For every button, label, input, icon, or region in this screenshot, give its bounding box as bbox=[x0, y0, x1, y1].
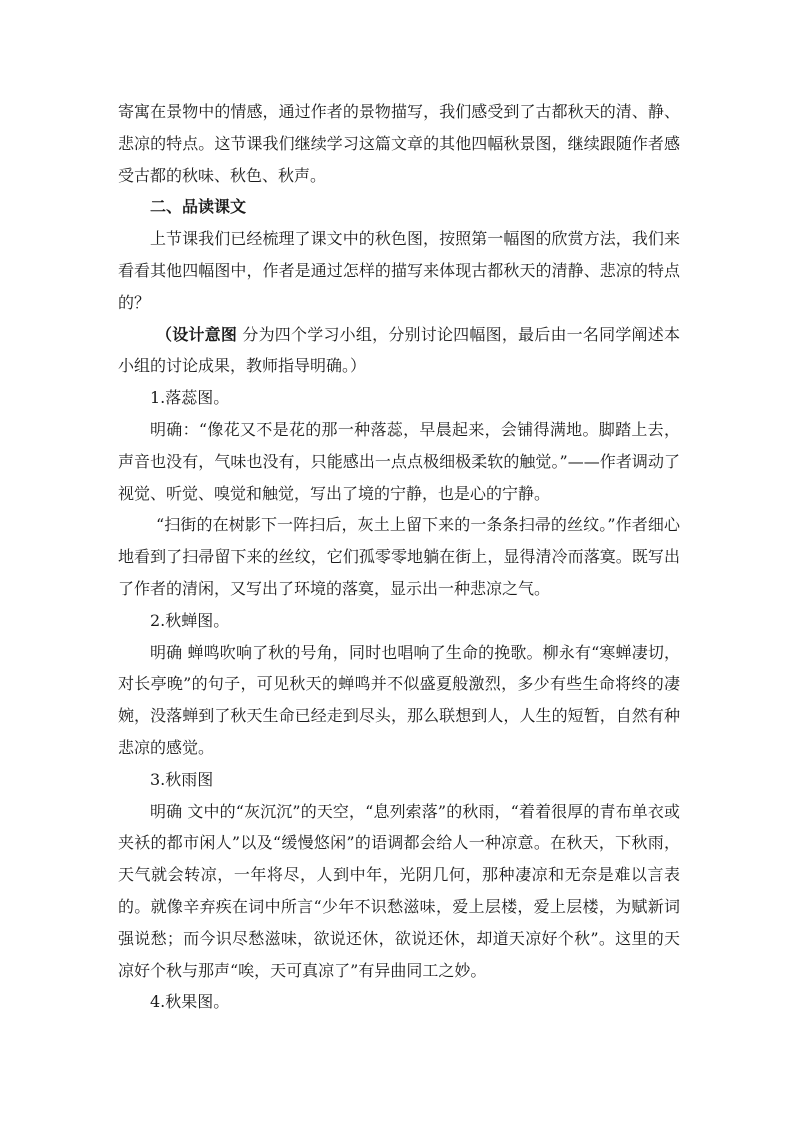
design-intent-label: （设计意图 bbox=[156, 324, 238, 344]
answer-luorui-1: 明确：“像花又不是花的那一种落蕊，早晨起来，会铺得满地。脚踏上去，声音也没有，气味也没有，只能感出一点点极细极柔软的触觉。”——作者调动了视觉、听觉、嗅觉和触觉，写出了境的宁静，也是心的宁静。 bbox=[118, 419, 680, 503]
design-intent-text: 分为四个学习小组，分别讨论四幅图，最后由一名同学阐述本小组的讨论成果，教师指导明确。） bbox=[118, 324, 680, 376]
answer-qiuchan: 明确 蝉鸣吹响了秋的号角，同时也唱响了生命的挽歌。柳永有“寒蝉凄切，对长亭晚”的句子，可见秋天的蝉鸣并不似盛夏般激烈，多少有些生命将终的凄婉，没落蝉到了秋天生命已经走到尽头，那么联想到人，人生的短暂，自然有种悲凉的感觉。 bbox=[118, 642, 680, 757]
subsection-title-qiuyu: 3.秋雨图 bbox=[150, 769, 214, 789]
answer-luorui-2: “扫街的在树影下一阵扫后，灰土上留下来的一条条扫帚的丝纹。”作者细心地看到了扫帚留下来的丝纹，它们孤零零地躺在街上，显得清冷而落寞。既写出了作者的清闲，又写出了环境的落寞，显示出一种悲凉之气。 bbox=[118, 515, 680, 598]
lead-paragraph: 上节课我们已经梳理了课文中的秋色图，按照第一幅图的欣赏方法，我们来看看其他四幅图中，作者是通过怎样的描写来体现古都秋天的清静、悲凉的特点的？ bbox=[118, 229, 680, 312]
subsection-title-qiuguo: 4.秋果图。 bbox=[150, 992, 230, 1012]
design-intent-paragraph bbox=[118, 319, 680, 383]
answer-qiuyu: 明确 文中的“灰沉沉”的天空，“息列索落”的秋雨，“着着很厚的青布单衣或夹袄的都市闲人”以及“缓慢悠闲”的语调都会给人一种凉意。在秋天，下秋雨，天气就会转凉，一年将尽，人到中年，光阴几何，那种凄凉和无奈是难以言表的。就像辛弃疾在词中所言“少年不识愁滋味，爱上层楼，爱上层楼，为赋新词强说愁；而今识尽愁滋味，欲说还休，欲说还休，却道天凉好个秋”。这里的天凉好个秋与那声“唉，天可真凉了”有异曲同工之妙。 bbox=[118, 801, 680, 980]
subsection-title-luorui: 1.落蕊图。 bbox=[150, 388, 230, 408]
section-heading: 二、品读课文 bbox=[150, 197, 247, 217]
intro-paragraph: 寄寓在景物中的情感，通过作者的景物描写，我们感受到了古都秋天的清、静、悲凉的特点。这节课我们继续学习这篇文章的其他四幅秋景图，继续跟随作者感受古都的秋味、秋色、秋声。 bbox=[118, 102, 680, 185]
document-page bbox=[118, 96, 680, 1018]
subsection-title-qiuchan: 2.秋蝉图。 bbox=[150, 610, 230, 630]
